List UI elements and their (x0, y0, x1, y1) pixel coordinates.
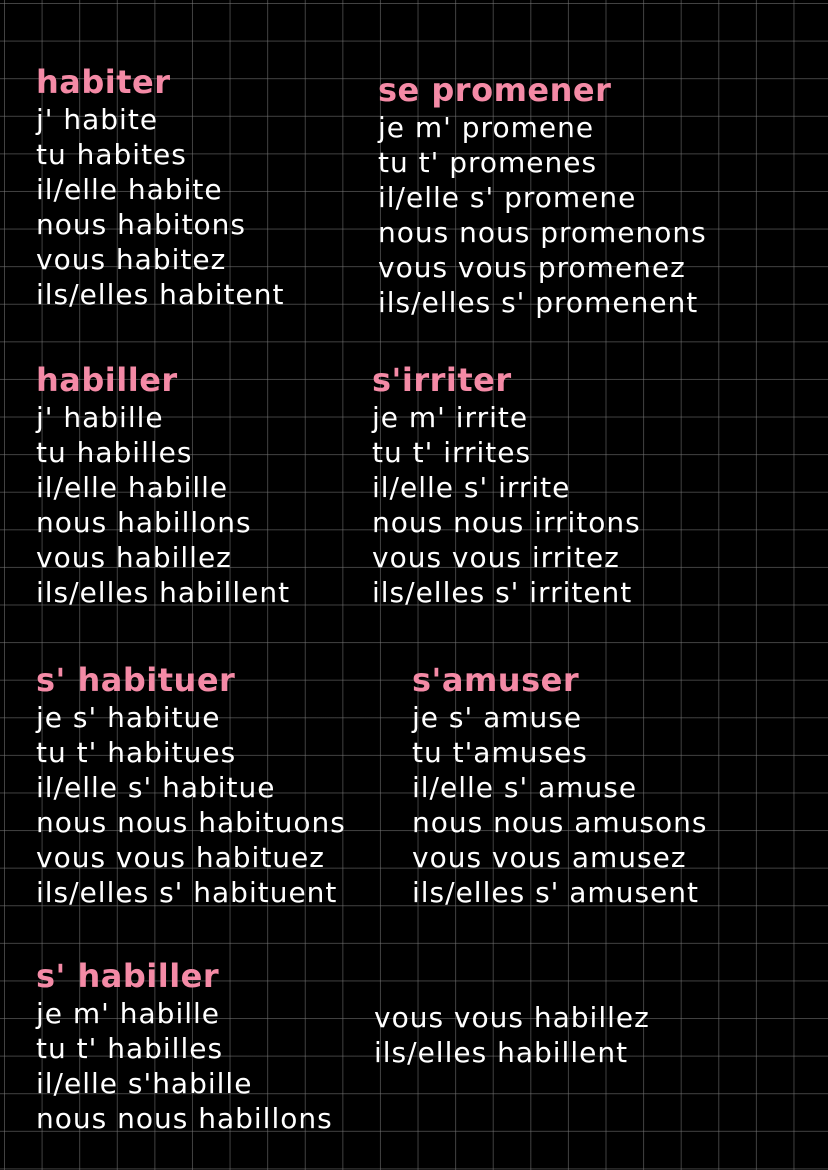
conjugation-block-s-amuser (412, 662, 707, 910)
conjugation-line: nous nous habituons (36, 806, 346, 839)
conjugation-line: il/elle habille (36, 471, 229, 504)
conjugation-line: tu t' habilles (36, 1032, 224, 1065)
conjugation-line: vous habitez (36, 243, 227, 276)
verb-heading: s' habituer (36, 661, 236, 699)
conjugation-line: vous vous habituez (36, 841, 325, 874)
conjugation-line: tu t' habitues (36, 736, 237, 769)
conjugation-line: ils/elles s' promenent (378, 286, 699, 319)
conjugation-line: il/elle habite (36, 173, 223, 206)
conjugation-line: nous nous irritons (372, 506, 641, 539)
conjugation-line: je m' habille (36, 997, 221, 1030)
conjugation-line: tu t'amuses (412, 736, 588, 769)
conjugation-block-habiter (36, 64, 284, 312)
conjugation-line: ils/elles s' irritent (372, 576, 633, 609)
conjugation-line: il/elle s' amuse (412, 771, 638, 804)
conjugation-line: il/elle s' promene (378, 181, 637, 214)
conjugation-line: nous nous habillons (36, 1102, 333, 1135)
conjugation-line: tu habilles (36, 436, 193, 469)
conjugation-line: ils/elles habitent (36, 278, 285, 311)
conjugation-block-s-habiller (36, 958, 333, 1136)
conjugation-line: j' habille (36, 401, 164, 434)
conjugation-line: je m' promene (378, 111, 595, 144)
conjugation-line: nous nous amusons (412, 806, 708, 839)
conjugation-line: il/elle s' habitue (36, 771, 276, 804)
conjugation-line: tu habites (36, 138, 187, 171)
conjugation-line: vous vous amusez (412, 841, 687, 874)
conjugation-line: ils/elles s' amusent (412, 876, 699, 909)
verb-heading: habiter (36, 63, 171, 101)
conjugation-line: tu t' promenes (378, 146, 598, 179)
conjugation-line: ils/elles habillent (36, 576, 291, 609)
conjugation-line: il/elle s' irrite (372, 471, 571, 504)
conjugation-block-habiller (36, 362, 290, 610)
conjugation-line: je m' irrite (372, 401, 529, 434)
conjugation-block-s-irriter (372, 362, 641, 610)
verb-heading: s'amuser (412, 661, 580, 699)
conjugation-block-s-habituer (36, 662, 346, 910)
conjugation-line: je s' habitue (36, 701, 221, 734)
conjugation-line: il/elle s'habille (36, 1067, 253, 1100)
conjugation-line: j' habite (36, 103, 159, 136)
conjugation-line: vous vous irritez (372, 541, 620, 574)
conjugation-line: nous habillons (36, 506, 252, 539)
verb-heading: s' habiller (36, 957, 220, 995)
conjugation-line: tu t' irrites (372, 436, 532, 469)
verb-heading: se promener (378, 71, 612, 109)
conjugation-line: ils/elles s' habituent (36, 876, 338, 909)
conjugation-block-s-habiller-continued (374, 1000, 650, 1070)
conjugation-line: vous vous promenez (378, 251, 686, 284)
conjugation-block-se-promener (378, 72, 707, 320)
conjugation-line: nous habitons (36, 208, 247, 241)
conjugation-line: vous vous habillez (374, 1001, 650, 1034)
conjugation-line: ils/elles habillent (374, 1036, 629, 1069)
verb-heading: habiller (36, 361, 178, 399)
conjugation-line: je s' amuse (412, 701, 583, 734)
conjugation-line: nous nous promenons (378, 216, 707, 249)
verb-heading: s'irriter (372, 361, 512, 399)
conjugation-line: vous habillez (36, 541, 232, 574)
